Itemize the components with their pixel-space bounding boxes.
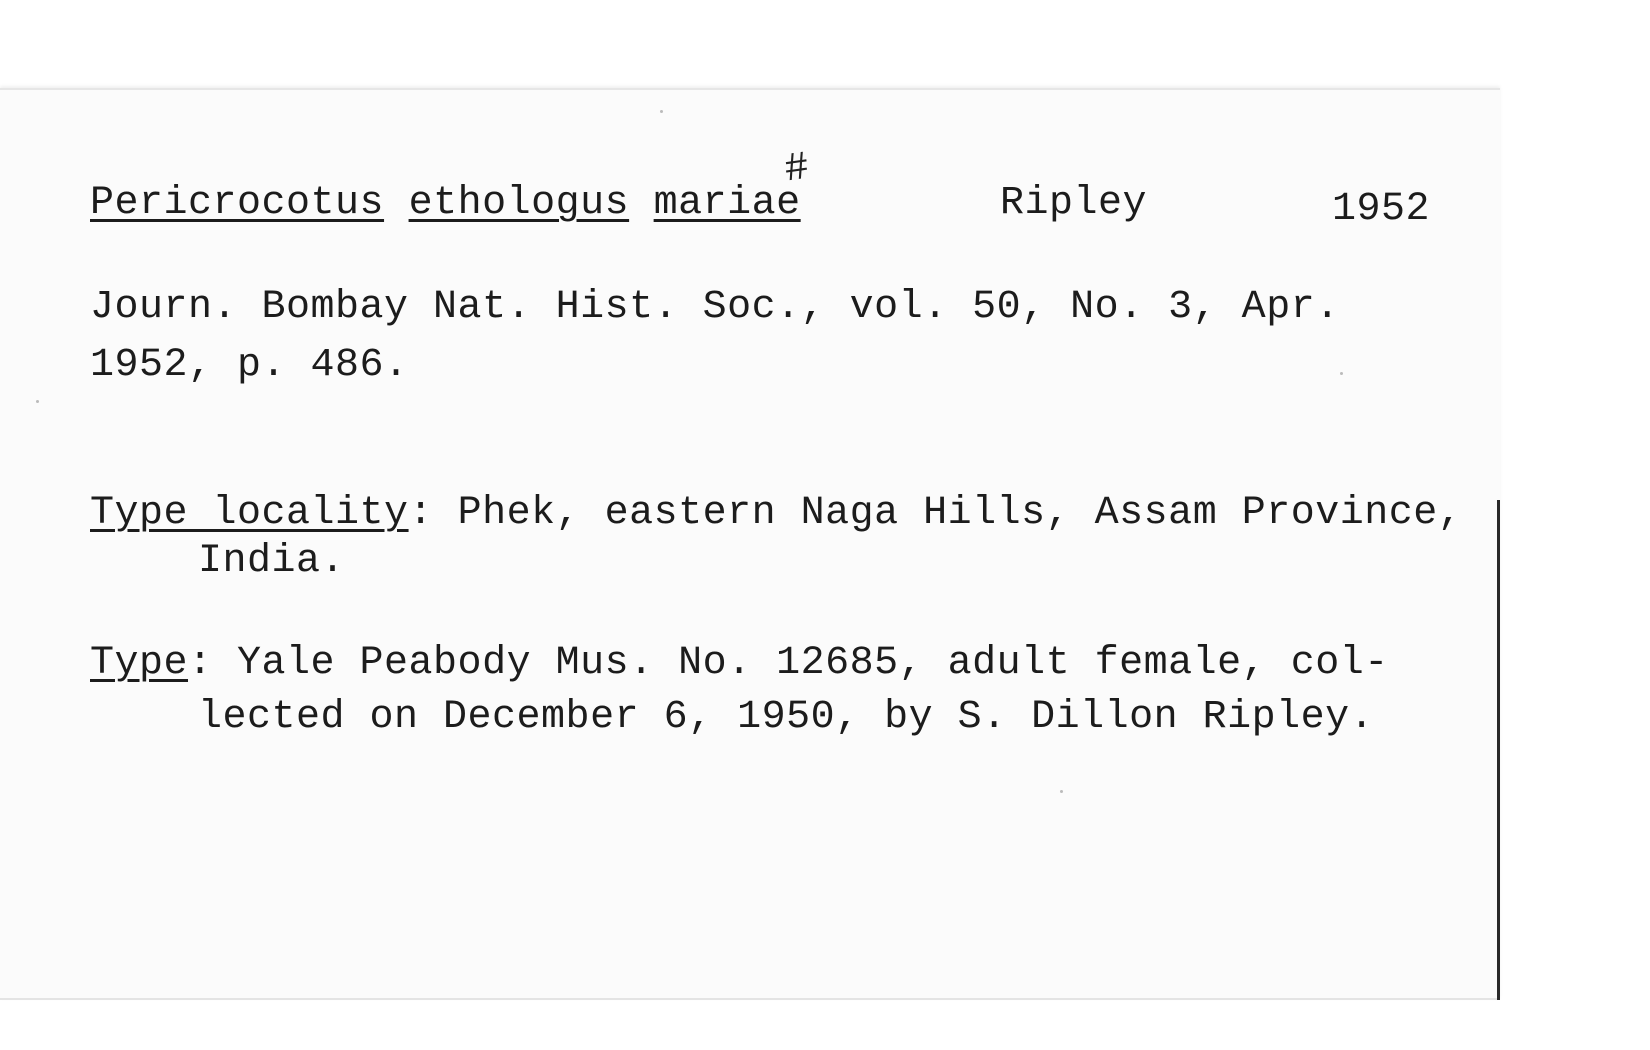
type-text: : Yale Peabody Mus. No. 12685, adult female, col- <box>188 641 1389 686</box>
type-locality-label: Type locality <box>90 491 409 536</box>
type-locality-line-1 <box>90 490 1462 538</box>
subspecies-name: mariae <box>653 181 801 226</box>
scan-speck <box>36 400 39 403</box>
taxon-name <box>90 180 801 228</box>
type-line-2: lected on December 6, 1950, by S. Dillon Ripley. <box>198 695 1375 740</box>
publication-year: 1952 <box>1332 187 1431 232</box>
author-name: Ripley <box>1000 181 1148 226</box>
card-bottom-edge <box>0 998 1500 1000</box>
type-locality-line-2: India. <box>198 539 346 584</box>
type-label: Type <box>90 641 189 686</box>
citation-line-2: 1952, p. 486. <box>90 343 409 388</box>
citation-line-1: Journ. Bombay Nat. Hist. Soc., vol. 50, No. 3, Apr. <box>90 285 1340 330</box>
type-line-1 <box>90 640 1389 688</box>
species-name: ethologus <box>408 181 630 226</box>
card-right-edge <box>1497 500 1500 1000</box>
scan-speck <box>1060 790 1063 793</box>
genus-name: Pericrocotus <box>90 181 385 226</box>
scan-speck <box>1340 372 1343 375</box>
scan-speck <box>660 110 663 113</box>
type-locality-text: : Phek, eastern Naga Hills, Assam Province, <box>408 491 1463 536</box>
handwritten-mark: # <box>781 145 812 194</box>
card-top-edge <box>0 88 1500 90</box>
